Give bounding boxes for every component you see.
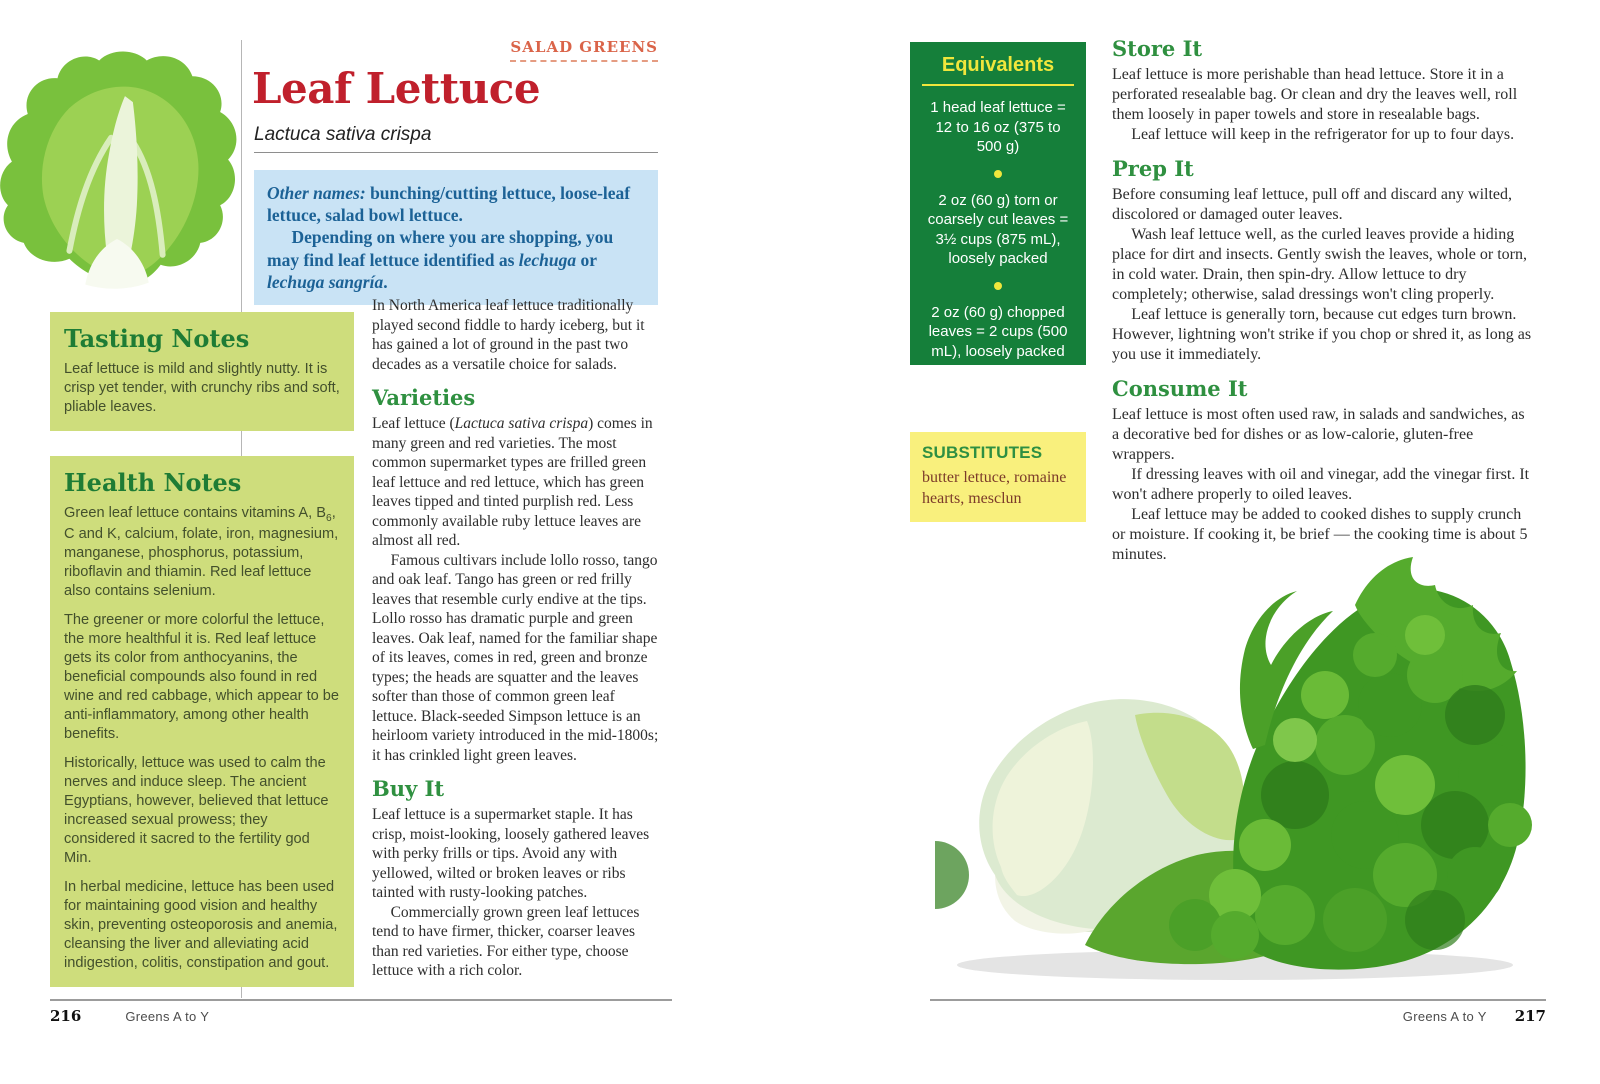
tasting-notes-heading: Tasting Notes	[64, 324, 250, 353]
latin-name: Lactuca sativa crispa	[254, 124, 432, 145]
page-number: 217	[1514, 1007, 1546, 1025]
intro-paragraph: In North America leaf lettuce traditionally played second fiddle to hardy iceberg, but it has gained a lot of ground in the past two decades as a versatile choice for salads.	[372, 297, 645, 373]
health-notes-p1: Green leaf lettuce contains vitamins A, $B_6$, C and K, calcium, folate, iron, magnesium, manganese, phosphorus, potassium, riboflavin and thiamin. Red leaf lettuce also contains selenium.	[64, 505, 339, 600]
prep-it-p2: Wash leaf lettuce well, as the curled leaves provide a hiding place for dirt and insects. Gently swish the leaves, whole or torn, in cold water. Drain, then spin-dry. Allow lettuce to dry completely; otherwise, salad dressings won't cling properly.	[1112, 226, 1527, 303]
equivalents-item: 2 oz (60 g) torn or coarsely cut leaves = 3½ cups (875 mL), loosely packed	[927, 191, 1069, 267]
equivalents-underline	[922, 84, 1074, 86]
varieties-p1: Leaf lettuce (Lactuca sativa crispa) comes in many green and red varieties. The most common supermarket types are frilled green leaf lettuce and red lettuce, which has green leaves tipped and tinted purplish red. Less commonly available ruby lettuce leaves are almost all red.	[372, 415, 653, 550]
footer-rule-left	[50, 999, 672, 1001]
store-it-heading: Store It	[1112, 36, 1203, 61]
main-text-column	[372, 296, 660, 981]
health-notes-box	[50, 456, 354, 987]
title-rule	[254, 152, 658, 153]
buy-it-heading: Buy It	[372, 776, 445, 802]
health-notes-heading: Health Notes	[64, 468, 242, 497]
leaf-lettuce-head-photo	[935, 545, 1550, 985]
footer-rule-right	[930, 999, 1546, 1001]
equivalents-item: 1 head leaf lettuce = 12 to 16 oz (375 to 500 g)	[930, 99, 1066, 155]
consume-it-p2: If dressing leaves with oil and vinegar, add the vinegar first. It won't adhere properly to oiled leaves.	[1112, 466, 1530, 503]
varieties-p2: Famous cultivars include lollo rosso, tango and oak leaf. Tango has green or red frilly leaves that resemble curly endive at the tips. Lollo rosso has dramatic purple and green leaves. Oak leaf, named for the familiar shape of its leaves, comes in red, green and bronze types; the heads are squatter and the leaves softer than those of common green leaf lettuce. Black-seeded Simpson lettuce is an heirloom variety introduced in the mid-1800s; it has crinkled light green leaves.	[372, 551, 659, 764]
bullet-dot-icon	[994, 282, 1002, 290]
running-head: Greens A to Y	[125, 1009, 210, 1024]
buy-it-p1: Leaf lettuce is a supermarket staple. It has crisp, moist-looking, loosely gathered leaves with perky frills or tips. Avoid any with yellowed, wilted or broken leaves or ribs tainted with rusty-looking patches.	[372, 806, 650, 902]
shopping-note-paragraph: Depending on where you are shopping, you may find leaf lettuce identified as lechuga or lechuga sangría.	[267, 227, 614, 292]
tasting-notes-box	[50, 312, 354, 431]
other-names-paragraph: Other names: bunching/cutting lettuce, loose-leaf lettuce, salad bowl lettuce.	[267, 183, 631, 226]
bullet-dot-icon	[994, 170, 1002, 178]
page-number: 216	[50, 1007, 82, 1025]
running-head: Greens A to Y	[1402, 1009, 1487, 1024]
other-names-lead: Other names:	[267, 183, 366, 203]
consume-it-p3: Leaf lettuce may be added to cooked dishes to supply crunch or moisture. If cooking it, be brief — the cooking time is about 5 minutes.	[1112, 506, 1528, 563]
health-notes-p3: Historically, lettuce was used to calm the nerves and induce sleep. The ancient Egyptians, however, believed that lettuce increased sexual prowess; they considered it sacred to the fertility god Min.	[64, 754, 329, 866]
right-text-column	[1112, 36, 1532, 565]
equivalents-heading: Equivalents	[941, 54, 1055, 76]
page-title: Leaf Lettuce	[252, 64, 541, 113]
section-label-text: SALAD GREENS	[510, 38, 658, 62]
leaf-lettuce-leaf-photo	[0, 50, 238, 294]
prep-it-heading: Prep It	[1112, 156, 1194, 181]
footer-right	[1300, 1007, 1546, 1025]
consume-it-p1: Leaf lettuce is most often used raw, in salads and sandwiches, as a decorative bed for dishes or as low-calorie, gluten-free wrappers.	[1112, 406, 1525, 463]
health-notes-p4: In herbal medicine, lettuce has been used for maintaining good vision and healthy skin, preventing osteoporosis and anemia, cleansing the liver and alleviating acid indigestion, colitis, constipation and gout.	[64, 878, 338, 971]
prep-it-p1: Before consuming leaf lettuce, pull off and discard any wilted, discolored or damaged outer leaves.	[1112, 186, 1513, 223]
consume-it-heading: Consume It	[1112, 376, 1248, 401]
substitutes-heading: SUBSTITUTES	[922, 443, 1043, 462]
other-names-box	[254, 170, 658, 305]
substitutes-body: butter lettuce, romaine hearts, mesclun	[922, 469, 1067, 507]
prep-it-p3: Leaf lettuce is generally torn, because cut edges turn brown. However, lightning won't strike if you chop or shred it, as long as you use it immediately.	[1112, 306, 1532, 363]
store-it-p1: Leaf lettuce is more perishable than head lettuce. Store it in a perforated resealable bag. Or clean and dry the leaves well, roll them loosely in paper towels and store in resealable bags.	[1112, 66, 1518, 123]
varieties-heading: Varieties	[372, 385, 476, 411]
footer-left	[50, 1007, 209, 1025]
store-it-p2: Leaf lettuce will keep in the refrigerator for up to four days.	[1131, 126, 1515, 143]
substitutes-box	[910, 432, 1086, 522]
equivalents-item: 2 oz (60 g) chopped leaves = 2 cups (500 mL), loosely packed	[928, 303, 1068, 360]
equivalents-box	[910, 42, 1086, 365]
section-label	[254, 38, 658, 62]
tasting-notes-body: Leaf lettuce is mild and slightly nutty. It is crisp yet tender, with crunchy ribs and soft, pliable leaves.	[64, 361, 340, 415]
health-notes-p2: The greener or more colorful the lettuce, the more healthful it is. Red leaf lettuce gets its color from anthocyanins, the beneficial compounds also found in red wine and red cabbage, which appear to be anti-inflammatory, among other health benefits.	[64, 612, 340, 742]
buy-it-p2: Commercially grown green leaf lettuces tend to have firmer, thicker, coarser leaves than red varieties. For either type, choose lettuce with a rich color.	[372, 903, 640, 980]
